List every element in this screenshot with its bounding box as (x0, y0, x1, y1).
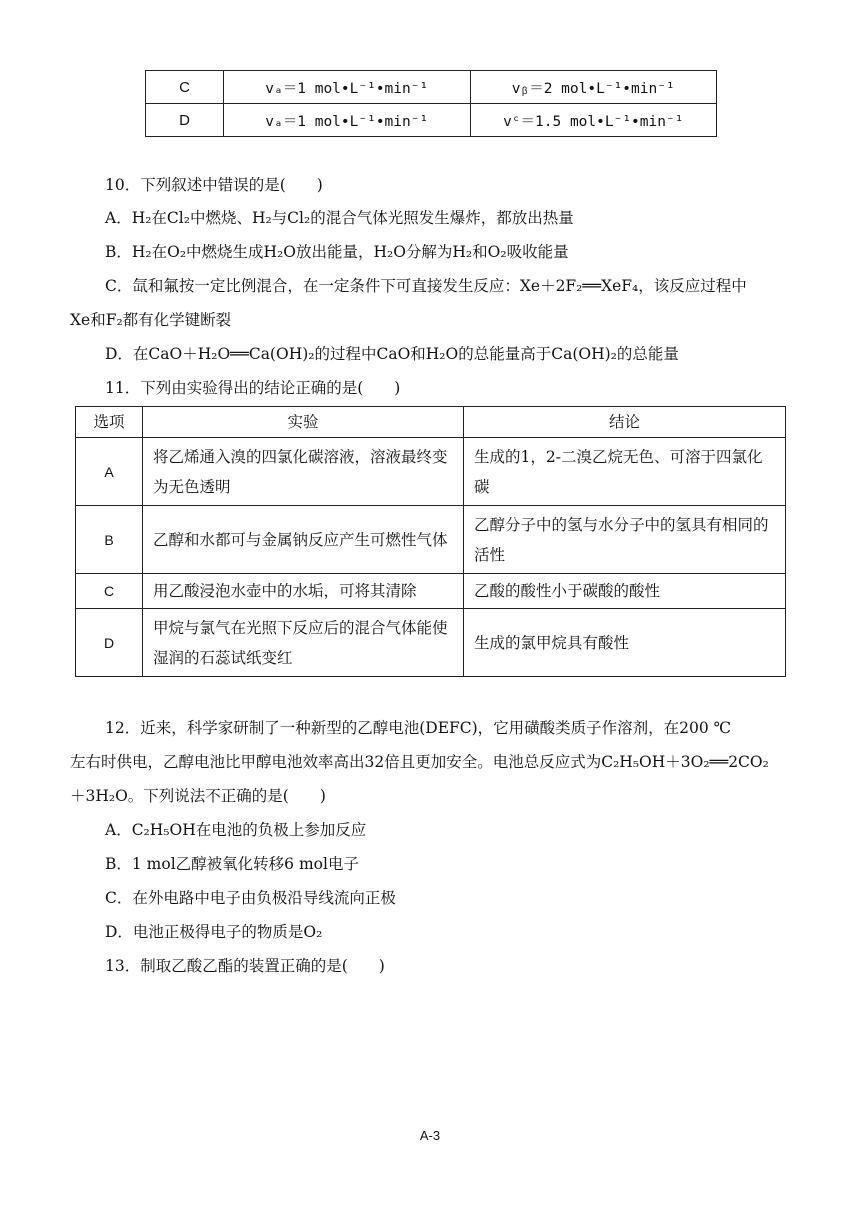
experiment-cell: 将乙烯通入溴的四氯化碳溶液，溶液最终变为无色透明 (143, 438, 464, 506)
rate-cell: vₐ＝1 mol•L⁻¹•min⁻¹ (224, 104, 471, 137)
rate-cell: vᶜ＝1.5 mol•L⁻¹•min⁻¹ (470, 104, 717, 137)
conclusion-cell: 乙醇分子中的氢与水分子中的氢具有相同的活性 (464, 506, 786, 574)
column-header: 选项 (76, 407, 143, 438)
q12-option-d: D．电池正极得电子的物质是O₂ (105, 923, 323, 941)
column-header: 结论 (464, 407, 786, 438)
q12-option-c: C．在外电路中电子由负极沿导线流向正极 (105, 889, 396, 907)
question-12-stem-line-3: ＋3H₂O。下列说法不正确的是( ) (70, 787, 326, 805)
column-header: 实验 (143, 407, 464, 438)
question-13-stem: 13．制取乙酸乙酯的装置正确的是( ) (105, 957, 385, 975)
q10-option-c: C．氙和氟按一定比例混合，在一定条件下可直接发生反应：Xe＋2F₂══XeF₄，该反应过程中 (105, 277, 747, 295)
table-header-row (76, 407, 786, 438)
option-cell: A (76, 438, 143, 506)
question-10-stem: 10．下列叙述中错误的是( ) (105, 176, 323, 194)
option-cell: C (76, 574, 143, 609)
table-row (76, 506, 786, 574)
q12-option-a: A．C₂H₅OH在电池的负极上参加反应 (105, 821, 367, 839)
option-cell: B (76, 506, 143, 574)
option-cell: C (146, 71, 224, 104)
question-11-stem: 11．下列由实验得出的结论正确的是( ) (105, 379, 401, 397)
conclusion-cell: 乙酸的酸性小于碳酸的酸性 (464, 574, 786, 609)
table-row (146, 104, 717, 137)
question-12-stem: 12．近来，科学家研制了一种新型的乙醇电池(DEFC)，它用磺酸类质子作溶剂，在200 ℃ (105, 719, 732, 737)
conclusion-cell: 生成的1，2-二溴乙烷无色、可溶于四氯化碳 (464, 438, 786, 506)
rate-cell: vₐ＝1 mol•L⁻¹•min⁻¹ (224, 71, 471, 104)
table-row (146, 71, 717, 104)
q10-option-a: A．H₂在Cl₂中燃烧、H₂与Cl₂的混合气体光照发生爆炸，都放出热量 (105, 209, 574, 227)
rate-options-table (145, 70, 717, 137)
q12-option-b: B．1 mol乙醇被氧化转移6 mol电子 (105, 855, 359, 873)
table-row (76, 574, 786, 609)
option-cell: D (76, 609, 143, 677)
conclusion-cell: 生成的氯甲烷具有酸性 (464, 609, 786, 677)
experiment-table (75, 406, 786, 677)
experiment-cell: 甲烷与氯气在光照下反应后的混合气体能使湿润的石蕊试纸变红 (143, 609, 464, 677)
experiment-cell: 用乙酸浸泡水壶中的水垢，可将其清除 (143, 574, 464, 609)
q10-option-b: B．H₂在O₂中燃烧生成H₂O放出能量，H₂O分解为H₂和O₂吸收能量 (105, 243, 569, 261)
question-12-stem-line-2: 左右时供电，乙醇电池比甲醇电池效率高出32倍且更加安全。电池总反应式为C₂H₅OH＋3O₂══2CO₂ (70, 753, 769, 771)
table-row (76, 609, 786, 677)
table-row (76, 438, 786, 506)
experiment-cell: 乙醇和水都可与金属钠反应产生可燃性气体 (143, 506, 464, 574)
option-cell: D (146, 104, 224, 137)
q10-option-c-continued: Xe和F₂都有化学键断裂 (70, 311, 232, 329)
rate-cell: vᵦ＝2 mol•L⁻¹•min⁻¹ (470, 71, 717, 104)
page-number: A-3 (419, 1128, 441, 1143)
q10-option-d: D．在CaO＋H₂O══Ca(OH)₂的过程中CaO和H₂O的总能量高于Ca(OH)₂的总能量 (105, 345, 679, 363)
